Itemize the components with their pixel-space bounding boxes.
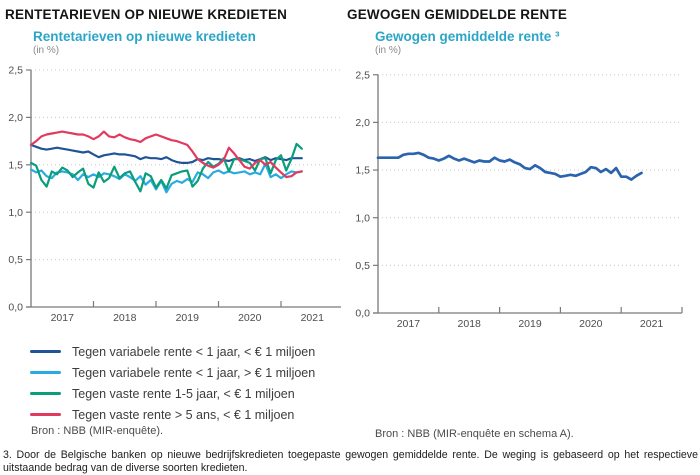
y-tick-label: 1,0 (355, 212, 370, 225)
y-tick-label: 2,5 (8, 64, 23, 77)
x-tick-label: 2021 (300, 312, 324, 324)
x-tick-label: 2018 (457, 318, 481, 330)
panel-weighted-average-rate (345, 0, 700, 474)
line-chart-weighted-average-rate (345, 60, 700, 332)
unit-label-right: (in %) (375, 45, 402, 56)
series-line (378, 153, 642, 180)
legend-item-2 (30, 383, 315, 404)
x-tick-label: 2018 (113, 312, 137, 324)
x-tick-label: 2021 (639, 318, 664, 330)
x-tick-label: 2020 (238, 312, 262, 324)
unit-label-left: (in %) (33, 45, 60, 56)
y-tick-label: 0,0 (355, 307, 370, 320)
y-tick-label: 1,5 (355, 164, 370, 177)
footnote: 3. Door de Belgische banken op nieuwe bedrijfskredieten toegepaste gewogen gemiddelde rente. De weging is gebaseerd op het respectieve uitstaande bedrag van de diverse soorten kredieten. (3, 449, 698, 474)
y-tick-label: 1,5 (8, 159, 23, 172)
page-title-right: GEWOGEN GEMIDDELDE RENTE (347, 7, 568, 22)
y-tick-label: 0,5 (355, 259, 370, 272)
chart-title-left: Rentetarieven op nieuwe kredieten (33, 29, 256, 44)
legend-swatch-icon (30, 392, 61, 396)
legend-swatch-icon (30, 371, 61, 375)
legend-item-0 (30, 341, 315, 362)
y-tick-label: 1,0 (8, 206, 23, 219)
legend-label: Tegen variabele rente < 1 jaar, > € 1 miljoen (72, 365, 316, 380)
legend-swatch-icon (30, 350, 61, 354)
y-tick-label: 0,0 (8, 301, 23, 314)
x-tick-label: 2017 (50, 312, 74, 324)
y-tick-label: 2,0 (8, 112, 23, 124)
x-tick-label: 2019 (518, 318, 542, 330)
y-tick-label: 0,5 (8, 254, 23, 267)
x-tick-label: 2020 (579, 318, 603, 330)
legend (30, 341, 315, 425)
chart-title-right: Gewogen gemiddelde rente ³ (375, 29, 560, 44)
line-chart-new-credit-rates (0, 60, 345, 332)
legend-label: Tegen vaste rente 1-5 jaar, < € 1 miljoen (72, 386, 295, 401)
page-title-left: RENTETARIEVEN OP NIEUWE KREDIETEN (5, 7, 288, 22)
source-note-left: Bron : NBB (MIR-enquête). (31, 425, 164, 437)
panel-new-credit-rates (0, 0, 345, 474)
legend-swatch-icon (30, 413, 61, 417)
legend-item-1 (30, 362, 315, 383)
legend-label: Tegen vaste rente > 5 ans, < € 1 miljoen (72, 407, 295, 422)
y-tick-label: 2,5 (355, 69, 370, 82)
x-tick-label: 2019 (175, 312, 199, 324)
legend-item-3 (30, 404, 315, 425)
y-tick-label: 2,0 (355, 117, 370, 129)
x-tick-label: 2017 (396, 318, 421, 330)
source-note-right: Bron : NBB (MIR-enquête en schema A). (375, 428, 574, 440)
legend-label: Tegen variabele rente < 1 jaar, < € 1 miljoen (72, 344, 316, 359)
